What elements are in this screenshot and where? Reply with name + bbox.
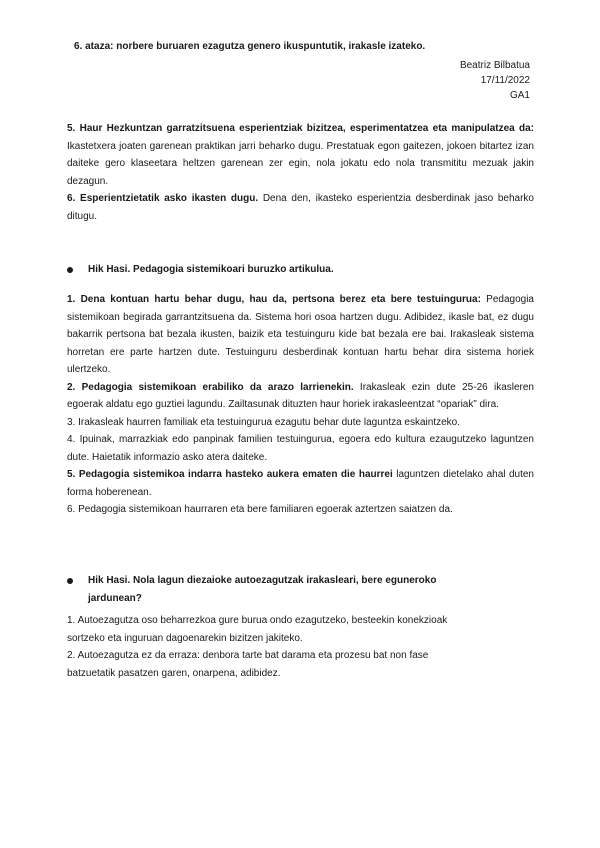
section1-item-5-bold: 5. Pedagogia sistemikoa indarra hasteko aukera ematen die haurrei: [67, 469, 393, 480]
section2-list: [67, 612, 462, 682]
section2-item-1: 1. Autoezagutza oso beharrezkoa gure burua ondo ezagutzeko, besteekin konekzioak sortzeko eta inguruan dagoenarekin bizitzen jakiteko.: [67, 615, 448, 644]
intro-paragraph-5-bold: 5. Haur Hezkuntzan garratzitsuena esperientziak bizitzea, esperimentatzea eta manipulatzea da:: [67, 123, 534, 134]
bullet-icon: [67, 267, 73, 273]
author-block: [460, 58, 530, 103]
section1-heading: Hik Hasi. Pedagogia sistemikoari buruzko artikulua.: [88, 264, 334, 275]
section2-item-2: 2. Autoezagutza ez da erraza: denbora tarte bat darama eta prozesu bat non fase batzuetatik pasatzen garen, onarpena, adibidez.: [67, 650, 429, 679]
intro-paragraph-6-text: Dena den, ikasteko esperientzia desberdinak jaso beharko ditugu.: [67, 193, 534, 222]
section1-item-2-text: Irakasleak ezin dute 25-26 ikasleren egoerak aldatu ego guztiei lagundu. Zailtasunak dituzten haur horiek irakasleentzat “opariak” dira.: [67, 381, 534, 410]
section1-item-2: [67, 379, 534, 414]
section1-item-5-text: laguntzen dietelako ahal duten forma hoberenean.: [67, 469, 534, 498]
date: 17/11/2022: [480, 75, 530, 86]
intro-paragraph-6-bold: 6. Esperientzietatik asko ikasten dugu.: [67, 193, 259, 204]
group-code: GA1: [509, 90, 530, 101]
intro-block: [67, 120, 534, 225]
section1-list: [67, 291, 534, 519]
intro-paragraph-5-text: Ikastetxera joaten garenean praktikan jarri beharko dugu. Prestatuak egon gaitezen, jokoen bitartez izan daiteke gero klaseetara heltzen garenean zer egin, nola jokatu edo nola transmititu mezuak jakin dezagun.: [67, 140, 534, 187]
author-name: Beatriz Bilbatua: [459, 60, 530, 71]
intro-paragraph-6: [67, 190, 534, 225]
bullet-icon: [67, 578, 73, 584]
section1-item-1-bold: 1. Dena kontuan hartu behar dugu, hau da, pertsona berez eta bere testuingurua:: [67, 294, 481, 305]
section2-heading: Hik Hasi. Nola lagun diezaioke autoezagutzak irakasleari, bere eguneroko jardunean?: [88, 575, 437, 604]
section1-item-4: 4. Ipuinak, marrazkiak edo panpinak familien testuingurua, egoera edo kultura ezaugutzeko laguntzen dute. Haietatik informazio asko atera daiteke.: [67, 434, 534, 463]
section1-item-5: [67, 466, 534, 501]
section1-item-1-text: Pedagogia sistemikoan begirada garrantzitsuena da. Sistema hori osoa hartzen dugu. Adibidez, ikasle bat, ez dugu bakarrik pertsona bat bezala ikusten, baizik eta testuinguru kide bat bezala ere bai. Irakasleak sistema horretan ere parte hartzen dute. Testuinguru desberdinak kontuan hartu behar dira sistema horiek ulertzeko.: [67, 294, 534, 375]
section1-item-2-bold: 2. Pedagogia sistemikoan erabiliko da arazo larrienekin.: [67, 381, 354, 393]
intro-paragraph-5: [67, 120, 534, 190]
section1-item-3: 3. Irakasleak haurren familiak eta testuingurua ezagutu behar dute laguntza eskaintzeko.: [67, 416, 461, 428]
section1-item-1: [67, 291, 534, 379]
section1-item-6: 6. Pedagogia sistemikoan haurraren eta bere familiaren egoerak aztertzen saiatzen da.: [67, 504, 453, 515]
task-title: 6. ataza: norbere buruaren ezagutza genero ikuspuntutik, irakasle izateko.: [74, 41, 426, 52]
